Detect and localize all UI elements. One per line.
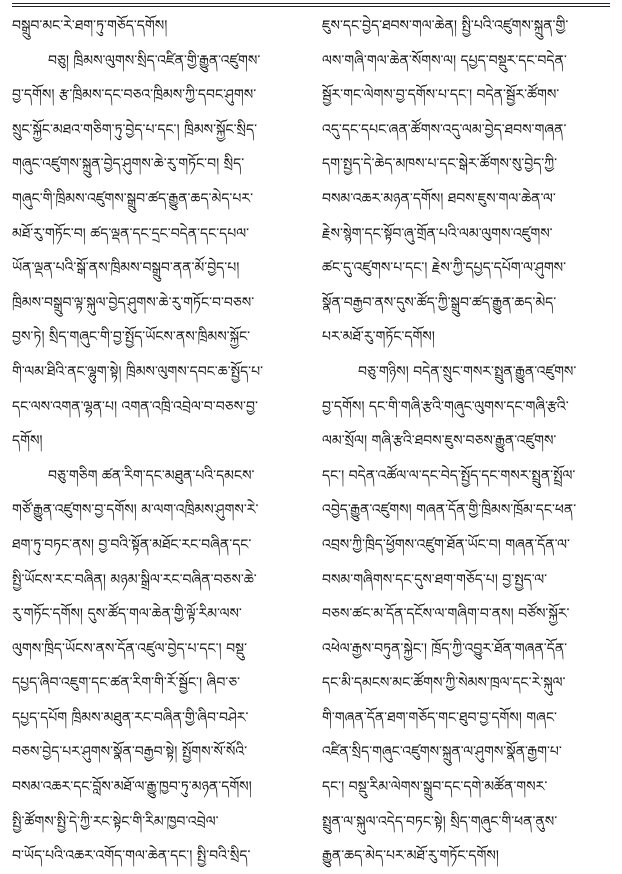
text-line: ཇུས་དང་བྱེད་ཐབས་གལ་ཆེན། སྤྱི་པའི་འཛུགས་སྐྲུན་གྱི་ — [322, 18, 569, 34]
text-line: གི་ལམ་ཐིའི་ནང་ལྷུག་སྟེ། ཁྲིམས་ལུགས་དབང་ཆ་སྤྱོད་པ་ — [12, 363, 264, 380]
text-line: བསམ་འཆར་དང་བློས་མཐོ་ལ་རྒྱུ་ཁྱབ་ཏུ་མཉན་དགོས། — [12, 779, 252, 796]
text-line: ཐག་ཏུ་བཏང་ནས། བྱ་བའི་སྟོན་མཐོང་རང་བཞིན་དང་ — [12, 536, 252, 553]
text-line: གཞུང་འཛུགས་སྐྲུན་བྱེད་ཤུགས་ཆེ་རུ་གཏོང་བ། སྲིད་ — [12, 156, 245, 173]
text-line: ལམ་སྲོལ། གཞི་རྩའི་ཐབས་ཇུས་བཅས་རྒྱུན་འཛུགས་ — [322, 433, 557, 450]
text-line: བཅས་ཚང་མ་དོན་དངོས་ལ་གཞིག་བ་ནས། བཙོས་སྐྱོར་ — [322, 606, 570, 623]
text-line: སྤྲུན་ལ་སྐུལ་འདེད་བཏང་སྟེ། སྲིད་གཞུང་གི་ཕན་ནུས་ — [322, 813, 558, 830]
text-line: འབྲས་ཀྱི་ཁྲིད་ཕྱོགས་འཛུག་ཐོན་ཡོང་བ། གཞན་དོན་ལ་ — [322, 536, 570, 553]
text-line: སྦྱོར་གང་ལེགས་བྱ་དགོས་པ་དང་། བདེན་སྦྱོར་ཚོགས་ — [322, 87, 560, 104]
section-heading-11: བཅུ་གཅིག ཚན་རིག་དང་མཐུན་པའི་དམངས་ — [48, 467, 255, 484]
text-line: བསམ་གཞིགས་དང་དུས་ཐག་གཅོད་པ། བྱ་སྤྱད་ལ་ — [322, 571, 548, 588]
text-line: ཡོན་ལྡན་པའི་སྒོ་ནས་ཁྲིམས་བསྒྲུབ་ནན་མོ་བྱེད་པ། — [12, 260, 240, 277]
text-line: གཞུང་གི་ཁྲིམས་འཛུགས་སྒྲུབ་ཚད་རྒྱུན་ཆད་མེད་པར་ — [12, 190, 254, 207]
text-line: དགོས། — [12, 433, 43, 450]
text-line: རྒྱུན་ཆད་མེད་པར་མཐོ་རུ་གཏོང་དགོས། — [322, 848, 499, 865]
text-line: བཅས་བྱེད་པར་ཤུགས་སྣོན་བརྒྱབ་སྟེ། སྤྱོགས་སོ་སོའི་ — [12, 744, 248, 761]
text-line: བྱས་ཏེ། སྲིད་གཞུང་གི་བྱ་སྤྱོད་ཡོངས་ནས་ཁྲིམས་སྐྱོང་ — [12, 329, 251, 346]
text-line: པར་མཐོ་རུ་གཏོང་དགོས། — [322, 329, 435, 346]
text-line: བྱ་དགོས། དང་གི་གཞི་རྩའི་གཞུང་ལུགས་དང་གཞི་རྩའི་ — [322, 398, 569, 415]
text-line: གི་གཞན་དོན་ཐག་གཅོད་གང་ཐུབ་བྱ་དགོས། གཞང་ — [322, 709, 557, 726]
section-heading-10: བཅུ། ཁྲིམས་ལུགས་སྲིད་འཛིན་གྱི་རྒྱུན་འཛུགས་ — [48, 52, 261, 69]
text-line: ཚང་དུ་འཛུགས་པ་དང་། རྗེས་ཀྱི་དཔྱད་དཔོག་ལ་ཤུགས་ — [322, 260, 567, 277]
text-line: དག་སྤྱད་དེ་ཆེད་མཁས་པ་དང་སྒེར་ཚོགས་སུ་བྱེད་ཀྱི་ — [322, 156, 558, 173]
text-line: སྤྱི་ཚོགས་སྤྱི་དེ་ཀྱི་རང་སྟེང་གི་རིམ་ཁྱབ་འབྲེལ་ — [12, 813, 219, 830]
text-line: འཕེལ་རྒྱས་བཏུན་སྐྱེང་། ཁྲོད་ཀྱི་འབྱུར་ཐོན་གཞན་དོན་ — [322, 640, 568, 657]
text-line: ཁྲིམས་བསྒྲུབ་ལྟ་སྐུལ་བྱེད་ཤུགས་ཆེ་རུ་གཏོང་བ་བཅས་ — [12, 294, 255, 311]
text-line: ལུགས་ཁྲིད་ཡོངས་ནས་དོན་འཛུལ་བྱེད་པ་དང་། བསྡུ་ — [12, 640, 248, 657]
text-line: དང་། བསྡུ་རིམ་ལེགས་སྒྲུབ་དང་དགེ་མཚོན་གསར་ — [322, 779, 548, 796]
top-rule-outer — [12, 3, 610, 4]
text-line: གཙོ་རྒྱུན་འཛུགས་བྱ་དགོས། མ་ལག་འཁྲིམས་ཤུགས་རེ་ — [12, 502, 259, 519]
text-line: རྗེས་སྙེག་དང་སྟོབ་ཞུ་གྲོན་པའི་ལམ་ལུགས་འཛུགས་ — [322, 225, 553, 242]
text-line: སྣོན་བརྒྱབ་ནས་དུས་ཚོད་ཀྱི་སྒྲུབ་ཚད་རྒྱུན་ཆད་མེད་ — [322, 294, 557, 311]
text-line: དང་། བདེན་འཚོལ་ལ་དང་བེད་སྤྱོད་དང་གསར་སྤྲུན་སྤྲོལ་ — [322, 467, 576, 484]
text-line: དཔྱད་དཔོག ཁྲིམས་མཐུན་རང་བཞིན་གྱི་ཞིབ་བཤེར་ — [12, 709, 249, 726]
text-line: བསྒྲུབ་མང་རེ་ཐག་ཏུ་གཅོད་དགོས། — [12, 18, 168, 34]
text-line: དང་མི་དམངས་མང་ཚོགས་ཀྱི་སེམས་ཁྲལ་དང་རེ་སྐུལ་ — [322, 675, 566, 692]
text-line: བྱ་དགོས། རྩ་ཁྲིམས་དང་བཅའ་ཁྲིམས་ཀྱི་དབང་ཤུགས་ — [12, 87, 257, 104]
text-line: འདུ་དང་དཔང་ཞན་ཚོགས་འདུ་ལམ་བྱེད་ཐབས་གཞན་ — [322, 121, 567, 138]
text-line: འབྱེད་རྒྱུན་འཛུགས། གཞན་དོན་གྱི་ཁྲིམས་ཁྲོམ་དང་ཕན་ — [322, 502, 577, 519]
text-line: བསམ་འཆར་མཉན་དགོས། ཐབས་ཇུས་གལ་ཆེན་ལ་ — [322, 190, 556, 207]
text-line: མཐོ་རུ་གཏོང་བ། ཚད་ལྡན་དང་དྲང་བདེན་དང་དཔལ་ — [12, 225, 250, 242]
text-line: ལས་གཞི་གལ་ཆེན་སོགས་ལ། དཔྱད་བསྡུར་དང་བདེན་ — [322, 52, 567, 69]
top-rule-inner — [12, 6, 610, 7]
text-line: སྤྱི་ཡོངས་རང་བཞིན། མཉམ་སྒྲིལ་རང་བཞིན་བཅས་ཆེ་ — [12, 571, 257, 588]
text-line: དང་ལས་འགན་ལྷན་པ། འགན་འཁྲི་འབྲེལ་བ་བཅས་བྱ་ — [12, 398, 258, 415]
text-line: འཛིན་སྲིད་གཞུང་འཛུགས་སྐྲུན་ལ་ཤུགས་སྣོན་རྒྱག་པ་ — [322, 744, 562, 761]
left-column — [12, 9, 300, 874]
section-heading-12: བཅུ་གཉིས། བདེན་སྲུང་གསར་སྤྲུན་རྒྱུན་འཛུགས་ — [358, 363, 577, 380]
text-line: དཔྱད་ཞིབ་འཇུག་དང་ཚན་རིག་གི་རོ་སྦྱོང་། ཞིབ་ཅ་ — [12, 675, 241, 692]
text-line: སྲུང་སྐྱོང་མཐའ་གཅིག་ཏུ་བྱེད་པ་དང་། ཁྲིམས་སྐྱོང་སྲིད་ — [12, 121, 258, 138]
right-column — [322, 9, 610, 874]
text-line: རུ་གཏོང་དགོས། དུས་ཚོད་གལ་ཆེན་གྱི་ལྟོ་རིམ་ལས་ — [12, 606, 242, 623]
text-line: བ་ཡོད་པའི་འཆར་འགོད་གལ་ཆེན་དང་། སྤྱི་བའི་སྲིད་ — [12, 848, 251, 865]
